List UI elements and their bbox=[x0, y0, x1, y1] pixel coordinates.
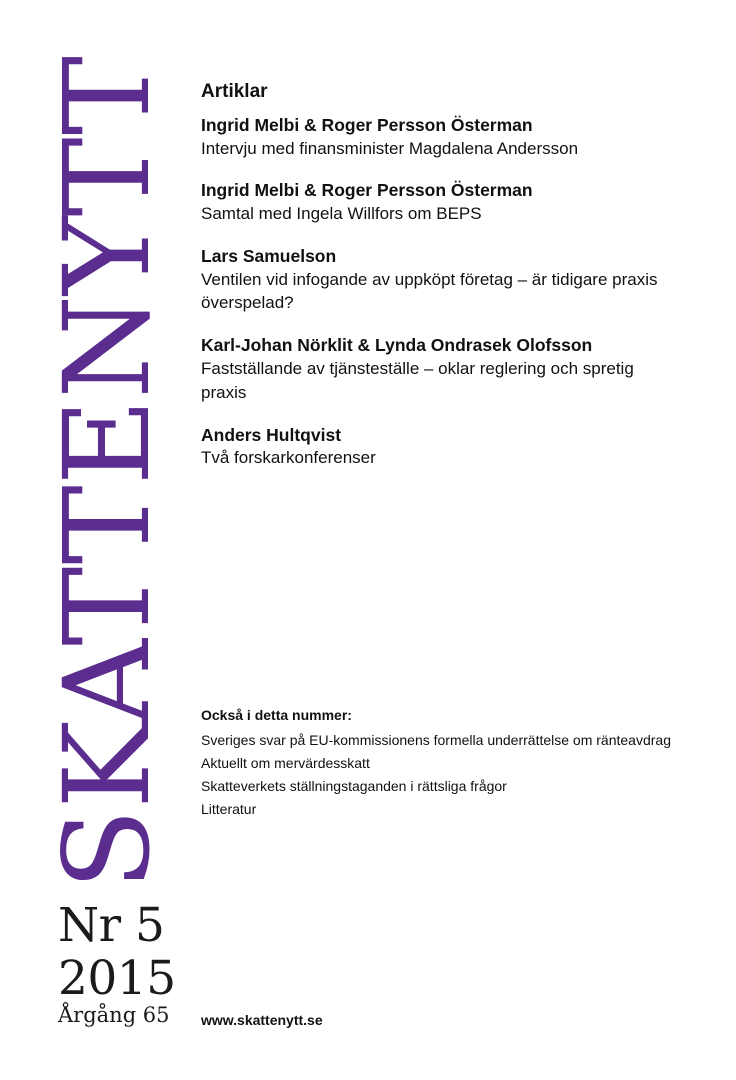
website-link[interactable]: www.skattenytt.se bbox=[201, 1012, 323, 1028]
article-author: Lars Samuelson bbox=[201, 245, 337, 266]
article-title: Två forskarkonferenser bbox=[201, 448, 376, 468]
also-in-issue-item: Skatteverkets ställningstaganden i rättsliga frågor bbox=[201, 778, 507, 795]
article-author: Ingrid Melbi & Roger Persson Österman bbox=[201, 114, 533, 135]
articles-section bbox=[201, 80, 681, 489]
article-title: Ventilen vid infogande av uppköpt företag – är tidigare praxis överspelad? bbox=[201, 269, 658, 313]
journal-masthead bbox=[38, 52, 176, 892]
article-title: Fastställande av tjänsteställe – oklar reglering och spretig praxis bbox=[201, 358, 634, 402]
issue-number: Nr 5 bbox=[58, 898, 165, 953]
article-item bbox=[201, 334, 681, 404]
also-in-issue-item: Litteratur bbox=[201, 801, 257, 818]
article-item bbox=[201, 114, 681, 161]
article-author: Anders Hultqvist bbox=[201, 424, 342, 445]
article-item bbox=[201, 424, 681, 471]
articles-heading: Artiklar bbox=[201, 81, 268, 102]
issue-info bbox=[58, 898, 176, 1027]
article-author: Karl-Johan Nörklit & Lynda Ondrasek Olofsson bbox=[201, 335, 593, 356]
journal-title: SKATTENYTT bbox=[38, 60, 176, 890]
article-title: Samtal med Ingela Willfors om BEPS bbox=[201, 204, 482, 224]
also-in-issue-heading: Också i detta nummer: bbox=[201, 707, 352, 723]
also-in-issue-item: Sveriges svar på EU-kommissionens formella underrättelse om ränteavdrag bbox=[201, 731, 671, 748]
issue-volume: Årgång 65 bbox=[58, 1003, 170, 1027]
article-title: Intervju med finansminister Magdalena Andersson bbox=[201, 138, 579, 158]
also-in-issue-item: Aktuellt om mervärdesskatt bbox=[201, 754, 370, 771]
issue-year: 2015 bbox=[58, 951, 176, 1006]
article-author: Ingrid Melbi & Roger Persson Österman bbox=[201, 180, 533, 201]
article-item bbox=[201, 179, 681, 226]
also-in-issue-section bbox=[201, 706, 681, 821]
article-item bbox=[201, 245, 681, 315]
